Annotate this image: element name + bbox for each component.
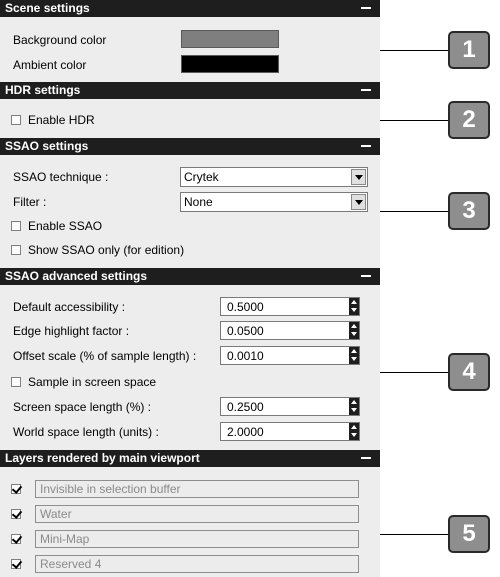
layer-name-field bbox=[35, 555, 359, 573]
ssao-advanced-title: SSAO advanced settings bbox=[5, 269, 148, 283]
screen-space-length-value: 0.2500 bbox=[227, 400, 264, 414]
enable-hdr-checkbox[interactable] bbox=[11, 115, 21, 125]
enable-ssao-label: Enable SSAO bbox=[28, 219, 103, 233]
layer-name: Reserved 4 bbox=[40, 557, 102, 571]
default-accessibility-spinbox[interactable] bbox=[220, 297, 360, 316]
collapse-minus-icon[interactable] bbox=[361, 457, 371, 459]
show-ssao-only-checkbox[interactable] bbox=[11, 245, 21, 255]
callout-number: 4 bbox=[462, 358, 476, 385]
layers-title: Layers rendered by main viewport bbox=[5, 451, 200, 465]
ssao-settings-header[interactable] bbox=[0, 138, 380, 155]
sample-screen-space-checkbox[interactable] bbox=[11, 377, 21, 387]
ssao-technique-dropdown[interactable] bbox=[180, 167, 368, 187]
callout-line-2 bbox=[380, 120, 448, 121]
callout-badge-3 bbox=[448, 192, 490, 230]
filter-dropdown[interactable] bbox=[180, 192, 368, 212]
background-color-swatch[interactable] bbox=[181, 30, 279, 48]
hdr-settings-header[interactable] bbox=[0, 82, 380, 99]
ssao-technique-value: Crytek bbox=[184, 170, 219, 184]
offset-scale-value: 0.0010 bbox=[227, 349, 264, 363]
layer-checkbox[interactable] bbox=[11, 559, 21, 569]
background-color-label: Background color bbox=[13, 33, 107, 47]
callout-badge-2 bbox=[448, 101, 490, 139]
enable-ssao-checkbox[interactable] bbox=[11, 221, 21, 231]
edge-highlight-spinbox[interactable] bbox=[220, 321, 360, 340]
edge-highlight-label: Edge highlight factor : bbox=[13, 324, 130, 338]
callout-line-5 bbox=[380, 534, 448, 535]
spin-arrows-icon[interactable] bbox=[349, 398, 359, 415]
layer-name-field bbox=[35, 480, 359, 498]
layer-checkbox[interactable] bbox=[11, 484, 21, 494]
spin-arrows-icon[interactable] bbox=[349, 347, 359, 364]
spin-arrows-icon[interactable] bbox=[349, 322, 359, 339]
ssao-technique-label: SSAO technique : bbox=[13, 170, 109, 184]
layer-name: Mini-Map bbox=[40, 532, 90, 546]
world-space-length-spinbox[interactable] bbox=[220, 422, 360, 441]
scene-settings-title: Scene settings bbox=[5, 1, 90, 15]
callout-line-4 bbox=[380, 372, 448, 373]
enable-hdr-label: Enable HDR bbox=[28, 113, 95, 127]
spin-arrows-icon[interactable] bbox=[349, 423, 359, 440]
callout-line-1 bbox=[380, 50, 448, 51]
show-ssao-only-label: Show SSAO only (for edition) bbox=[28, 243, 185, 257]
default-accessibility-value: 0.5000 bbox=[227, 300, 264, 314]
callout-number: 5 bbox=[462, 520, 476, 547]
scene-settings-header[interactable] bbox=[0, 0, 380, 17]
sample-screen-space-label: Sample in screen space bbox=[28, 375, 157, 389]
hdr-settings-title: HDR settings bbox=[5, 83, 81, 97]
screen-space-length-label: Screen space length (%) : bbox=[13, 400, 152, 414]
ambient-color-label: Ambient color bbox=[13, 58, 87, 72]
layer-checkbox[interactable] bbox=[11, 534, 21, 544]
layer-checkbox[interactable] bbox=[11, 509, 21, 519]
callout-badge-5 bbox=[448, 515, 490, 553]
filter-label: Filter : bbox=[13, 195, 47, 209]
world-space-length-label: World space length (units) : bbox=[13, 425, 159, 439]
collapse-minus-icon[interactable] bbox=[361, 145, 371, 147]
spin-arrows-icon[interactable] bbox=[349, 298, 359, 315]
world-space-length-value: 2.0000 bbox=[227, 425, 264, 439]
chevron-down-icon[interactable] bbox=[351, 194, 366, 210]
callout-number: 2 bbox=[462, 106, 476, 133]
layer-name-field bbox=[35, 530, 359, 548]
callout-number: 1 bbox=[462, 36, 476, 63]
ssao-advanced-header[interactable] bbox=[0, 268, 380, 285]
callout-badge-4 bbox=[448, 353, 490, 391]
edge-highlight-value: 0.0500 bbox=[227, 324, 264, 338]
offset-scale-label: Offset scale (% of sample length) : bbox=[13, 349, 197, 363]
callout-line-3 bbox=[380, 211, 448, 212]
layer-name: Invisible in selection buffer bbox=[40, 482, 181, 496]
layer-name-field bbox=[35, 505, 359, 523]
screen-space-length-spinbox[interactable] bbox=[220, 397, 360, 416]
callout-badge-1 bbox=[448, 31, 490, 69]
offset-scale-spinbox[interactable] bbox=[220, 346, 360, 365]
collapse-minus-icon[interactable] bbox=[361, 275, 371, 277]
collapse-minus-icon[interactable] bbox=[361, 7, 371, 9]
layers-header[interactable] bbox=[0, 450, 380, 467]
collapse-minus-icon[interactable] bbox=[361, 89, 371, 91]
ambient-color-swatch[interactable] bbox=[181, 55, 279, 73]
default-accessibility-label: Default accessibility : bbox=[13, 300, 126, 314]
layer-name: Water bbox=[40, 507, 72, 521]
chevron-down-icon[interactable] bbox=[351, 169, 366, 185]
filter-value: None bbox=[184, 195, 213, 209]
callout-number: 3 bbox=[462, 197, 476, 224]
ssao-settings-title: SSAO settings bbox=[5, 139, 89, 153]
